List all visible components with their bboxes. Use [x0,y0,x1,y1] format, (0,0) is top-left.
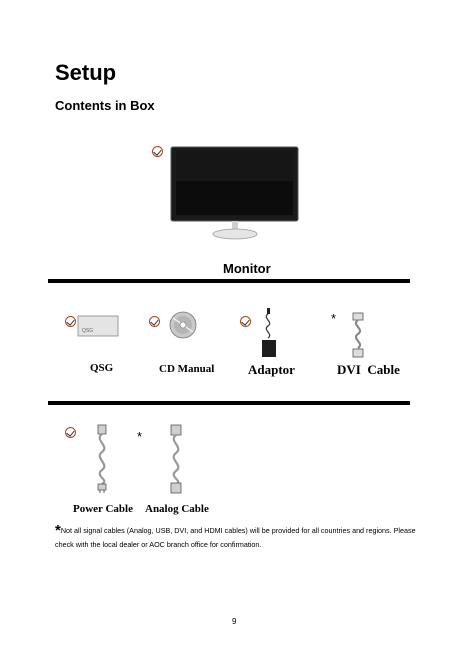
qsg-booklet-icon [77,315,119,337]
page-title: Setup [55,60,117,85]
page-number: 9 [232,617,237,626]
item-label-power-cable: Power Cable [73,503,133,515]
check-circle-icon [152,146,163,157]
power-cable-icon [92,424,112,494]
asterisk: * [331,311,337,326]
footnote-text: Not all signal cables (Analog, USB, DVI, and HDMI cables) will be provided for all countries and regions. Please check with the local dealer or AOC branch office for confirmation. [55,526,416,549]
footnote-asterisk: * [55,522,61,539]
divider [48,401,410,405]
item-label-dvi-cable: DVI Cable [337,362,400,377]
check-circle-icon [65,316,76,327]
divider [48,279,410,283]
cd-icon [168,310,198,340]
section-heading: Contents in Box [55,98,155,113]
footnote [55,524,435,552]
adaptor-icon [258,306,280,360]
item-label-analog-cable: Analog Cable [145,503,209,515]
item-label-qsg: QSG [90,362,114,374]
analog-cable-icon [166,424,186,494]
dvi-cable-icon [348,312,368,360]
monitor-label: Monitor [223,261,271,276]
check-circle-icon [149,316,160,327]
check-circle-icon [65,427,76,438]
monitor-icon [170,146,300,242]
item-label-cd-manual: CD Manual [159,363,215,375]
item-label-adaptor: Adaptor [248,362,295,377]
check-circle-icon [240,316,251,327]
qsg-tag: QSG [82,328,94,334]
asterisk: * [137,429,143,444]
